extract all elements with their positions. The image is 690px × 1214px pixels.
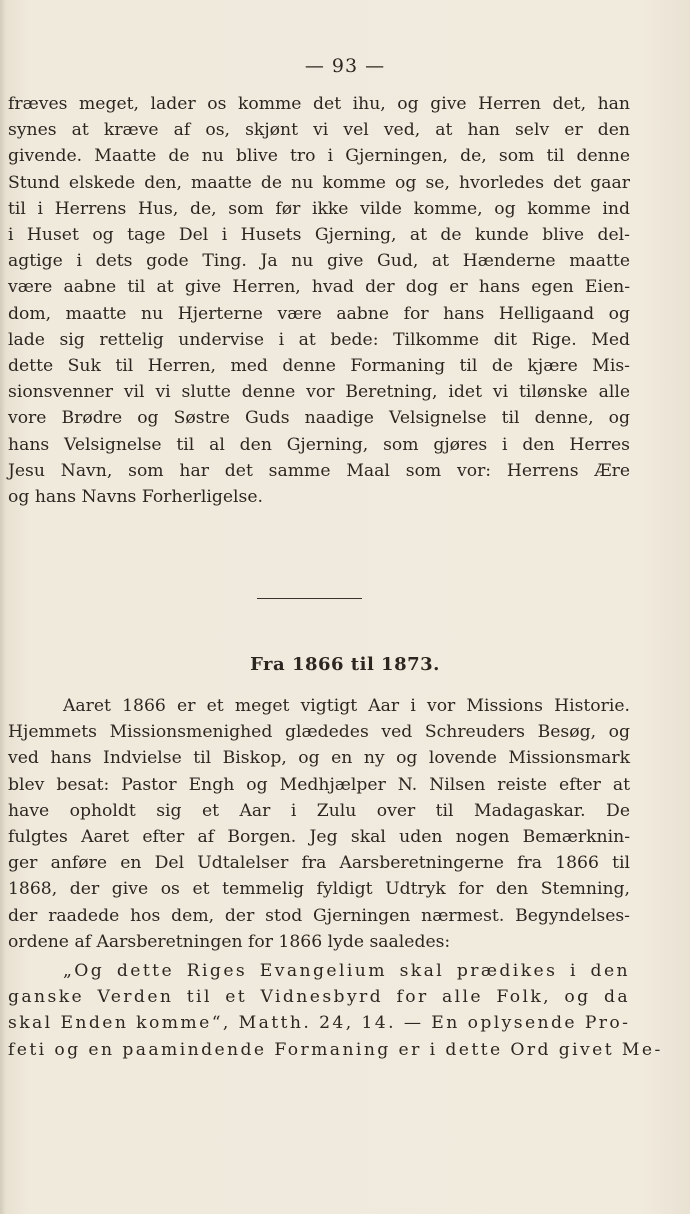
- text-line: 1868, der give os et temmelig fyldigt Udtryk for den Stemning,: [8, 879, 630, 900]
- page-number: — 93 —: [304, 55, 386, 77]
- text-line: vore Brødre og Søstre Guds naadige Velsignelse til denne, og: [8, 408, 630, 429]
- text-line: fulgtes Aaret efter af Borgen. Jeg skal uden nogen Bemærknin-: [8, 827, 630, 848]
- section-divider: [257, 598, 362, 599]
- text-line: og hans Navns Forherligelse.: [8, 487, 263, 508]
- text-line: blev besat: Pastor Engh og Medhjælper N. Nilsen reiste efter at: [8, 774, 630, 795]
- text-line: sionsvenner vil vi slutte denne vor Beretning, idet vi tilønske alle: [8, 382, 630, 403]
- text-line: i Huset og tage Del i Husets Gjerning, at de kunde blive del-: [8, 225, 630, 246]
- text-line: være aabne til at give Herren, hvad der dog er hans egen Eien-: [8, 277, 630, 298]
- text-line: „Og dette Riges Evangelium skal prædikes i den: [63, 961, 630, 981]
- text-line: der raadede hos dem, der stod Gjerningen nærmest. Begyndelses-: [8, 905, 630, 926]
- text-line: Jesu Navn, som har det samme Maal som vor: Herrens Ære: [8, 460, 630, 481]
- text-line: Stund elskede den, maatte de nu komme og se, hvorledes det gaar: [8, 172, 630, 193]
- page-edge-shadow: [0, 0, 6, 1214]
- text-line: synes at kræve af os, skjønt vi vel ved, at han selv er den: [8, 120, 630, 141]
- text-line: dom, maatte nu Hjerterne være aabne for hans Helligaand og: [8, 303, 630, 324]
- text-line: lade sig rettelig undervise i at bede: Tilkomme dit Rige. Med: [8, 329, 630, 350]
- paragraph-1866: [8, 693, 630, 955]
- paragraph-quotation: [8, 958, 663, 1063]
- text-line: agtige i dets gode Ting. Ja nu give Gud, at Hænderne maatte: [8, 251, 630, 272]
- text-line: skal Enden komme“, Matth. 24, 14. — En oplysende Pro-: [8, 1013, 631, 1034]
- paragraph-closing: [8, 91, 630, 510]
- text-line: ordene af Aarsberetningen for 1866 lyde saaledes:: [8, 931, 451, 952]
- text-line: feti og en paamindende Formaning er i dette Ord givet Me-: [8, 1039, 663, 1060]
- text-line: givende. Maatte de nu blive tro i Gjerningen, de, som til denne: [8, 146, 630, 167]
- text-line: fræves meget, lader os komme det ihu, og give Herren det, han: [8, 94, 630, 114]
- text-line: ger anføre en Del Udtalelser fra Aarsberetningerne fra 1866 til: [8, 853, 630, 874]
- text-line: ganske Verden til et Vidnesbyrd for alle Folk, og da: [8, 987, 630, 1008]
- text-line: Aaret 1866 er et meget vigtigt Aar i vor Missions Historie.: [63, 696, 630, 716]
- text-line: ved hans Indvielse til Biskop, og en ny og lovende Missionsmark: [8, 748, 630, 769]
- section-heading: Fra 1866 til 1873.: [250, 654, 440, 675]
- text-line: dette Suk til Herren, med denne Formaning til de kjære Mis-: [8, 356, 630, 377]
- text-line: til i Herrens Hus, de, som før ikke vilde komme, og komme ind: [8, 198, 630, 219]
- text-line: Hjemmets Missionsmenighed glædedes ved Schreuders Besøg, og: [8, 722, 630, 743]
- text-line: hans Velsignelse til al den Gjerning, som gjøres i den Herres: [8, 434, 630, 455]
- text-line: have opholdt sig et Aar i Zulu over til Madagaskar. De: [8, 800, 630, 821]
